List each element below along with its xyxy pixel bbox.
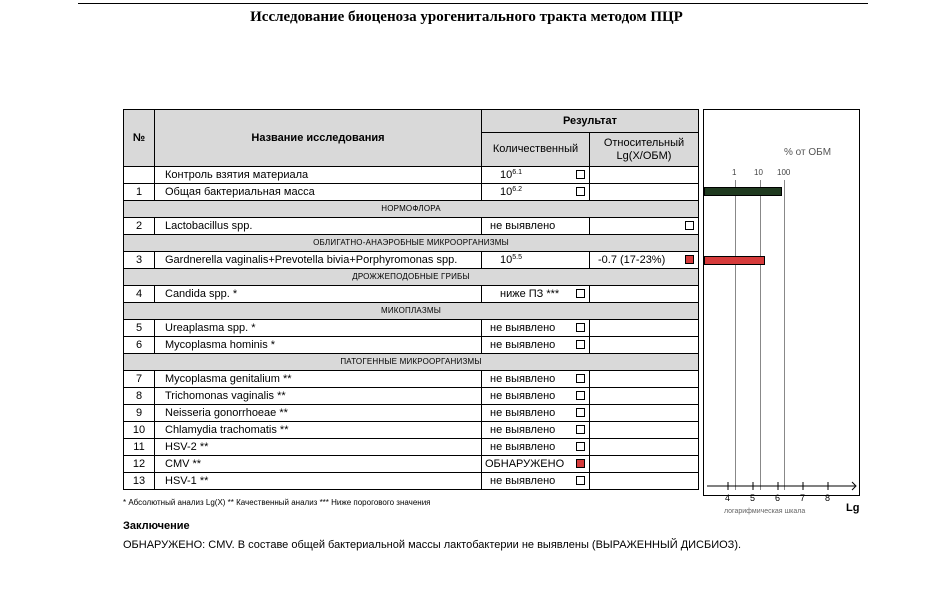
table-row: 9 Neisseria gonorrhoeae ** не выявлено	[124, 405, 699, 422]
grid-line	[760, 180, 761, 490]
table-row: 8 Trichomonas vaginalis ** не выявлено	[124, 388, 699, 405]
table-row: 12 CMV ** ОБНАРУЖЕНО	[124, 456, 699, 473]
result-checkbox	[576, 391, 585, 400]
alert-checkbox	[576, 459, 585, 468]
table-row: 3 Gardnerella vaginalis+Prevotella bivia+Porphyromonas spp. $10^{5.5}$ -0.7 (17-23%)	[124, 252, 699, 269]
col-result-header: Результат	[482, 110, 699, 133]
grid-line	[735, 180, 736, 490]
pct-tick: 10	[754, 168, 763, 177]
result-checkbox	[576, 476, 585, 485]
result-checkbox	[576, 408, 585, 417]
section-row: ПАТОГЕННЫЕ МИКРООРГАНИЗМЫ	[124, 354, 699, 371]
result-checkbox	[576, 340, 585, 349]
footnote: * Абсолютный анализ Lg(X) ** Качественный анализ *** Ниже порогового значения	[123, 498, 431, 507]
x-tick: 5	[750, 493, 756, 503]
alert-checkbox	[685, 255, 694, 264]
table-row: 1 Общая бактериальная масса $10^{6.2}$	[124, 184, 699, 201]
table-row: 10 Chlamydia trachomatis ** не выявлено	[124, 422, 699, 439]
x-tick: 4	[725, 493, 731, 503]
pct-tick: 100	[777, 168, 791, 177]
result-checkbox	[576, 442, 585, 451]
result-checkbox	[576, 289, 585, 298]
x-caption: логарифмическая шкала	[724, 508, 806, 515]
table-row: 5 Ureaplasma spp. * не выявлено	[124, 320, 699, 337]
result-checkbox	[576, 374, 585, 383]
x-tick: 7	[800, 493, 806, 503]
result-checkbox	[576, 323, 585, 332]
axis-label-lg: Lg	[846, 502, 860, 514]
x-tick: 8	[825, 493, 831, 503]
result-checkbox	[685, 221, 694, 230]
table-row: 6 Mycoplasma hominis * не выявлено	[124, 337, 699, 354]
section-row: МИКОПЛАЗМЫ	[124, 303, 699, 320]
table-row: 7 Mycoplasma genitalium ** не выявлено	[124, 371, 699, 388]
result-checkbox	[576, 425, 585, 434]
table-row: 13 HSV-1 ** не выявлено	[124, 473, 699, 490]
section-row: НОРМОФЛОРА	[124, 201, 699, 218]
pct-label: % от ОБМ	[784, 147, 832, 158]
conclusion-heading: Заключение	[123, 520, 190, 532]
section-row: ДРОЖЖЕПОДОБНЫЕ ГРИБЫ	[124, 269, 699, 286]
table-row: 4 Candida spp. * ниже ПЗ ***	[124, 286, 699, 303]
result-checkbox	[576, 170, 585, 179]
lg-chart-panel	[703, 109, 860, 496]
results-table	[123, 109, 699, 490]
x-tick: 6	[775, 493, 781, 503]
col-name-header: Название исследования	[155, 110, 482, 167]
col-qty-header: Количественный	[482, 133, 590, 167]
bar-total-bacterial-mass	[704, 187, 782, 196]
col-rel-header: Относительный Lg(X/ОБМ)	[590, 133, 699, 167]
pct-tick: 1	[732, 168, 737, 177]
table-row: Контроль взятия материала $10^{6.1}$	[124, 167, 699, 184]
result-checkbox	[576, 187, 585, 196]
col-num-header: №	[124, 110, 155, 167]
grid-line	[784, 180, 785, 490]
bar-gardnerella	[704, 256, 765, 265]
conclusion-text: ОБНАРУЖЕНО: CMV. В составе общей бактериальной массы лактобактерии не выявлены (ВЫРАЖЕННЫЙ ДИСБИОЗ).	[123, 539, 742, 551]
page-title: Исследование биоценоза урогенитального тракта методом ПЦР	[250, 9, 683, 25]
table-row: 11 HSV-2 ** не выявлено	[124, 439, 699, 456]
section-row: ОБЛИГАТНО-АНАЭРОБНЫЕ МИКРООРГАНИЗМЫ	[124, 235, 699, 252]
top-rule	[78, 3, 868, 4]
table-row: 2 Lactobacillus spp. не выявлено	[124, 218, 699, 235]
